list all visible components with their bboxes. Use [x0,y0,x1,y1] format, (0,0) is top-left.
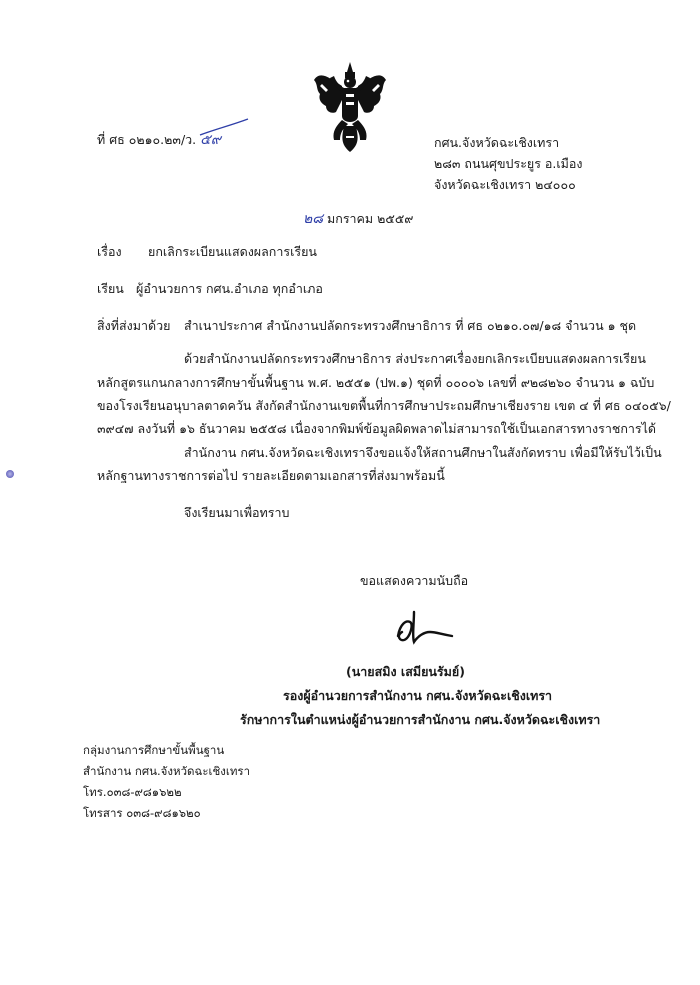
footer-line-4: โทรสาร ๐๓๘-๙๘๑๖๒๐ [83,806,201,820]
body-p1-line-3: ของโรงเรียนอนุบาลตาดควัน สังกัดสำนักงานเขตพื้นที่การศึกษาประถมศึกษาเชียงราย เขต ๔ ที่ ศธ ๐๔๐๕๖/ [97,398,671,413]
body-p2-line-2: หลักฐานทางราชการต่อไป รายละเอียดตามเอกสารที่ส่งมาพร้อมนี้ [97,468,445,483]
doc-number-prefix: ที่ ศธ ๐๒๑๐.๒๓/ว. [97,132,197,147]
body-p1-line-2: หลักสูตรแกนกลางการศึกษาขั้นพื้นฐาน พ.ศ. ๒๕๕๑ (ปพ.๑) ชุดที่ ๐๐๐๐๖ เลขที่ ๙๒๘๒๖๐ จำนวน ๑ ฉบับ [97,375,655,390]
closing-request: จึงเรียนมาเพื่อทราบ [184,505,290,520]
handwritten-stroke [198,117,250,137]
date-day-handwritten: ๒๘ [303,211,324,227]
body-p1-line-4: ๓๙๔๗ ลงวันที่ ๑๖ ธันวาคม ๒๕๕๘ เนื่องจากพิมพ์ข้อมูลผิดพลาดไม่สามารถใช้เป็นเอกสารทางราชการได้ [97,421,657,436]
garuda-emblem [312,60,388,154]
handwritten-signature [390,606,460,648]
recipient-text: ผู้อำนวยการ กศน.อำเภอ ทุกอำเภอ [136,281,323,296]
letter-date [303,211,413,227]
sender-line-3: จังหวัดฉะเชิงเทรา ๒๔๐๐๐ [434,177,576,192]
footer-line-1: กลุ่มงานการศึกษาขั้นพื้นฐาน [83,743,225,757]
signer-name: (นายสมิง เสมียนรัมย์) [346,664,465,679]
subject-text: ยกเลิกระเบียนแสดงผลการเรียน [148,244,317,259]
punch-hole-mark [6,470,14,478]
signer-position-1: รองผู้อำนวยการสำนักงาน กศน.จังหวัดฉะเชิงเทรา [283,688,553,703]
subject-label: เรื่อง [97,244,122,259]
recipient-label: เรียน [97,281,124,296]
footer-line-2: สำนักงาน กศน.จังหวัดฉะเชิงเทรา [83,764,251,778]
sender-line-1: กศน.จังหวัดฉะเชิงเทรา [434,135,560,150]
attachment-label: สิ่งที่ส่งมาด้วย [97,318,171,333]
sender-line-2: ๒๘๓ ถนนศุขประยูร อ.เมือง [434,156,583,171]
signer-position-2: รักษาการในตำแหน่งผู้อำนวยการสำนักงาน กศน.จังหวัดฉะเชิงเทรา [240,712,601,727]
body-p1-line-1: ด้วยสำนักงานปลัดกระทรวงศึกษาธิการ ส่งประกาศเรื่องยกเลิกระเบียบแสดงผลการเรียน [184,351,646,366]
footer-line-3: โทร.๐๓๘-๙๘๑๖๒๒ [83,785,182,799]
attachment-text: สำเนาประกาศ สำนักงานปลัดกระทรวงศึกษาธิการ ที่ ศธ ๐๒๑๐.๐๗/๑๘ จำนวน ๑ ชุด [184,318,637,333]
doc-number-handwritten: ๕๙ [200,132,221,148]
regards: ขอแสดงความนับถือ [360,573,469,588]
body-p2-line-1: สำนักงาน กศน.จังหวัดฉะเชิงเทราจึงขอแจ้งให้สถานศึกษาในสังกัดทราบ เพื่อมีให้รับไว้เป็น [184,445,662,460]
date-month-year: มกราคม ๒๕๕๙ [327,211,414,226]
